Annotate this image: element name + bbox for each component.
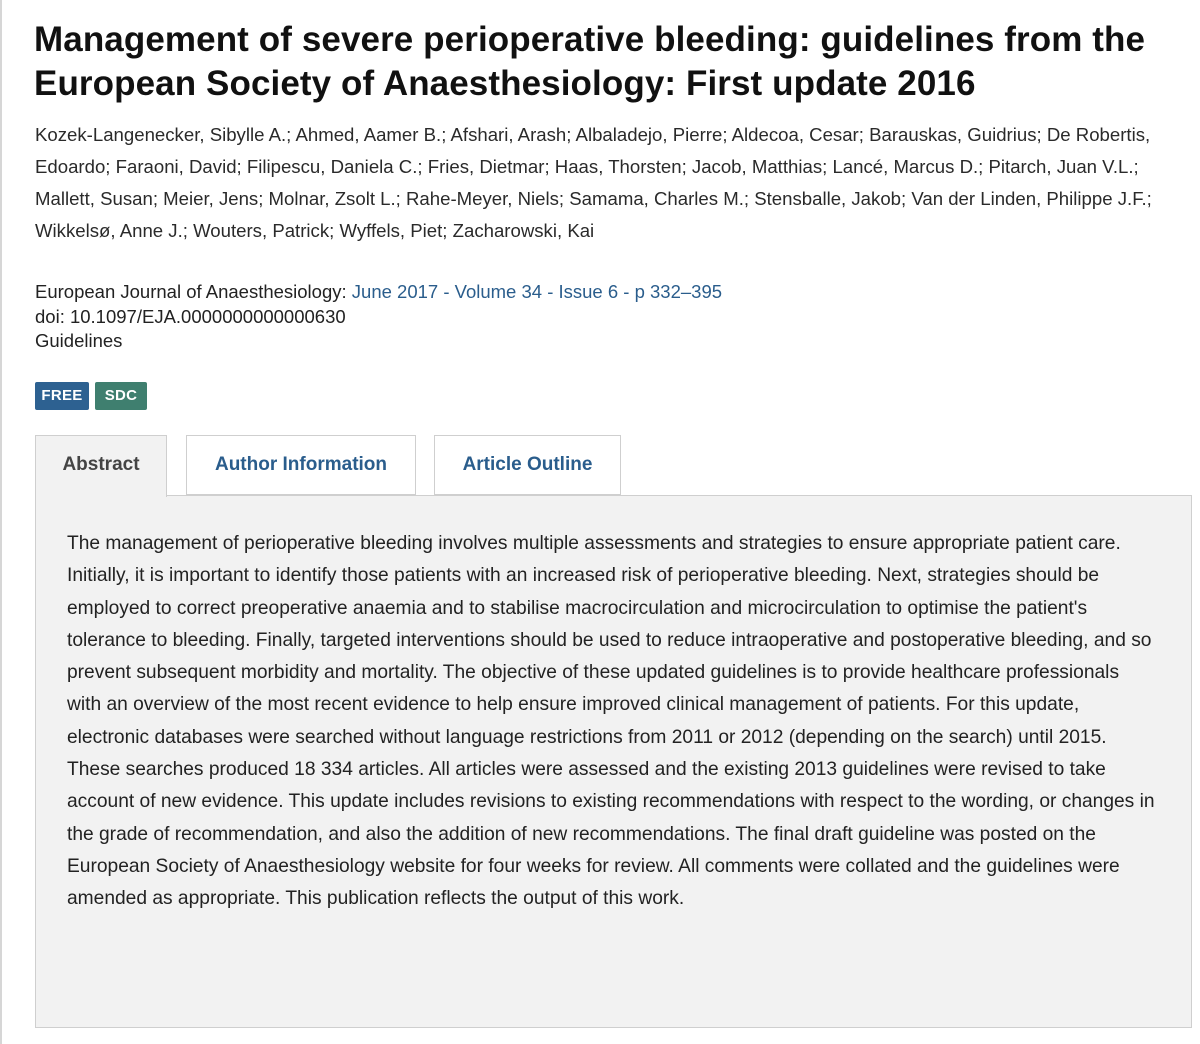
article-type: Guidelines — [35, 330, 123, 351]
article-title: Management of severe perioperative bleeding: guidelines from the European Society of Anaesthesiology: First update 2016 — [34, 20, 1146, 103]
sdc-badge[interactable]: SDC — [95, 382, 147, 410]
abstract-panel — [35, 495, 1192, 1028]
abstract-text: The management of perioperative bleeding involves multiple assessments and strategies to ensure appropriate patient care. Initially, it is important to identify those patients with an increased risk of perioperative bleeding. Next, strategies should be employed to correct preoperative anaemia and to stabilise macrocirculation and microcirculation to optimise the patient's tolerance to bleeding. Finally, targeted interventions should be used to reduce intraoperative and postoperative bleeding, and so prevent subsequent morbidity and mortality. The objective of these updated guidelines is to provide healthcare professionals with an overview of the most recent evidence to help ensure improved clinical management of patients. For this update, electronic databases were searched without language restrictions from 2011 or 2012 (depending on the search) until 2015. These searches produced 18 334 articles. All articles were assessed and the existing 2013 guidelines were revised to take account of new evidence. This update includes revisions to existing recommendations with respect to the wording, or changes in the grade of recommendation, and also the addition of new recommendations. The final draft guideline was posted on the European Society of Anaesthesiology website for four weeks for review. All comments were collated and the guidelines were amended as appropriate. This publication reflects the output of this work. — [67, 533, 1155, 910]
journal-name: European Journal of Anaesthesiology: — [35, 281, 352, 302]
access-badges — [35, 382, 147, 410]
author-list: Kozek-Langenecker, Sibylle A.; Ahmed, Aamer B.; Afshari, Arash; Albaladejo, Pierre; Aldecoa, Cesar; Barauskas, Guidrius; De Robertis, Edoardo; Faraoni, David; Filipescu, Daniela C.; Fries, Dietmar; Haas, Thorsten; Jacob, Matthias; Lancé, Marcus D.; Pitarch, Juan V.L.; Mallett, Susan; Meier, Jens; Molnar, Zsolt L.; Rahe-Meyer, Niels; Samama, Charles M.; Stensballe, Jakob; Van der Linden, Philippe J.F.; Wikkelsø, Anne J.; Wouters, Patrick; Wyffels, Piet; Zacharowski, Kai — [35, 124, 1152, 241]
doi-text: doi: 10.1097/EJA.0000000000000630 — [35, 305, 346, 327]
tab-abstract[interactable]: Abstract — [35, 435, 167, 497]
tab-article-outline[interactable]: Article Outline — [434, 435, 621, 495]
tab-author-information[interactable]: Author Information — [186, 435, 416, 495]
free-badge: FREE — [35, 382, 89, 410]
issue-link[interactable]: June 2017 - Volume 34 - Issue 6 - p 332–395 — [351, 281, 723, 302]
journal-citation — [35, 280, 1135, 354]
citation-row — [35, 280, 1135, 305]
